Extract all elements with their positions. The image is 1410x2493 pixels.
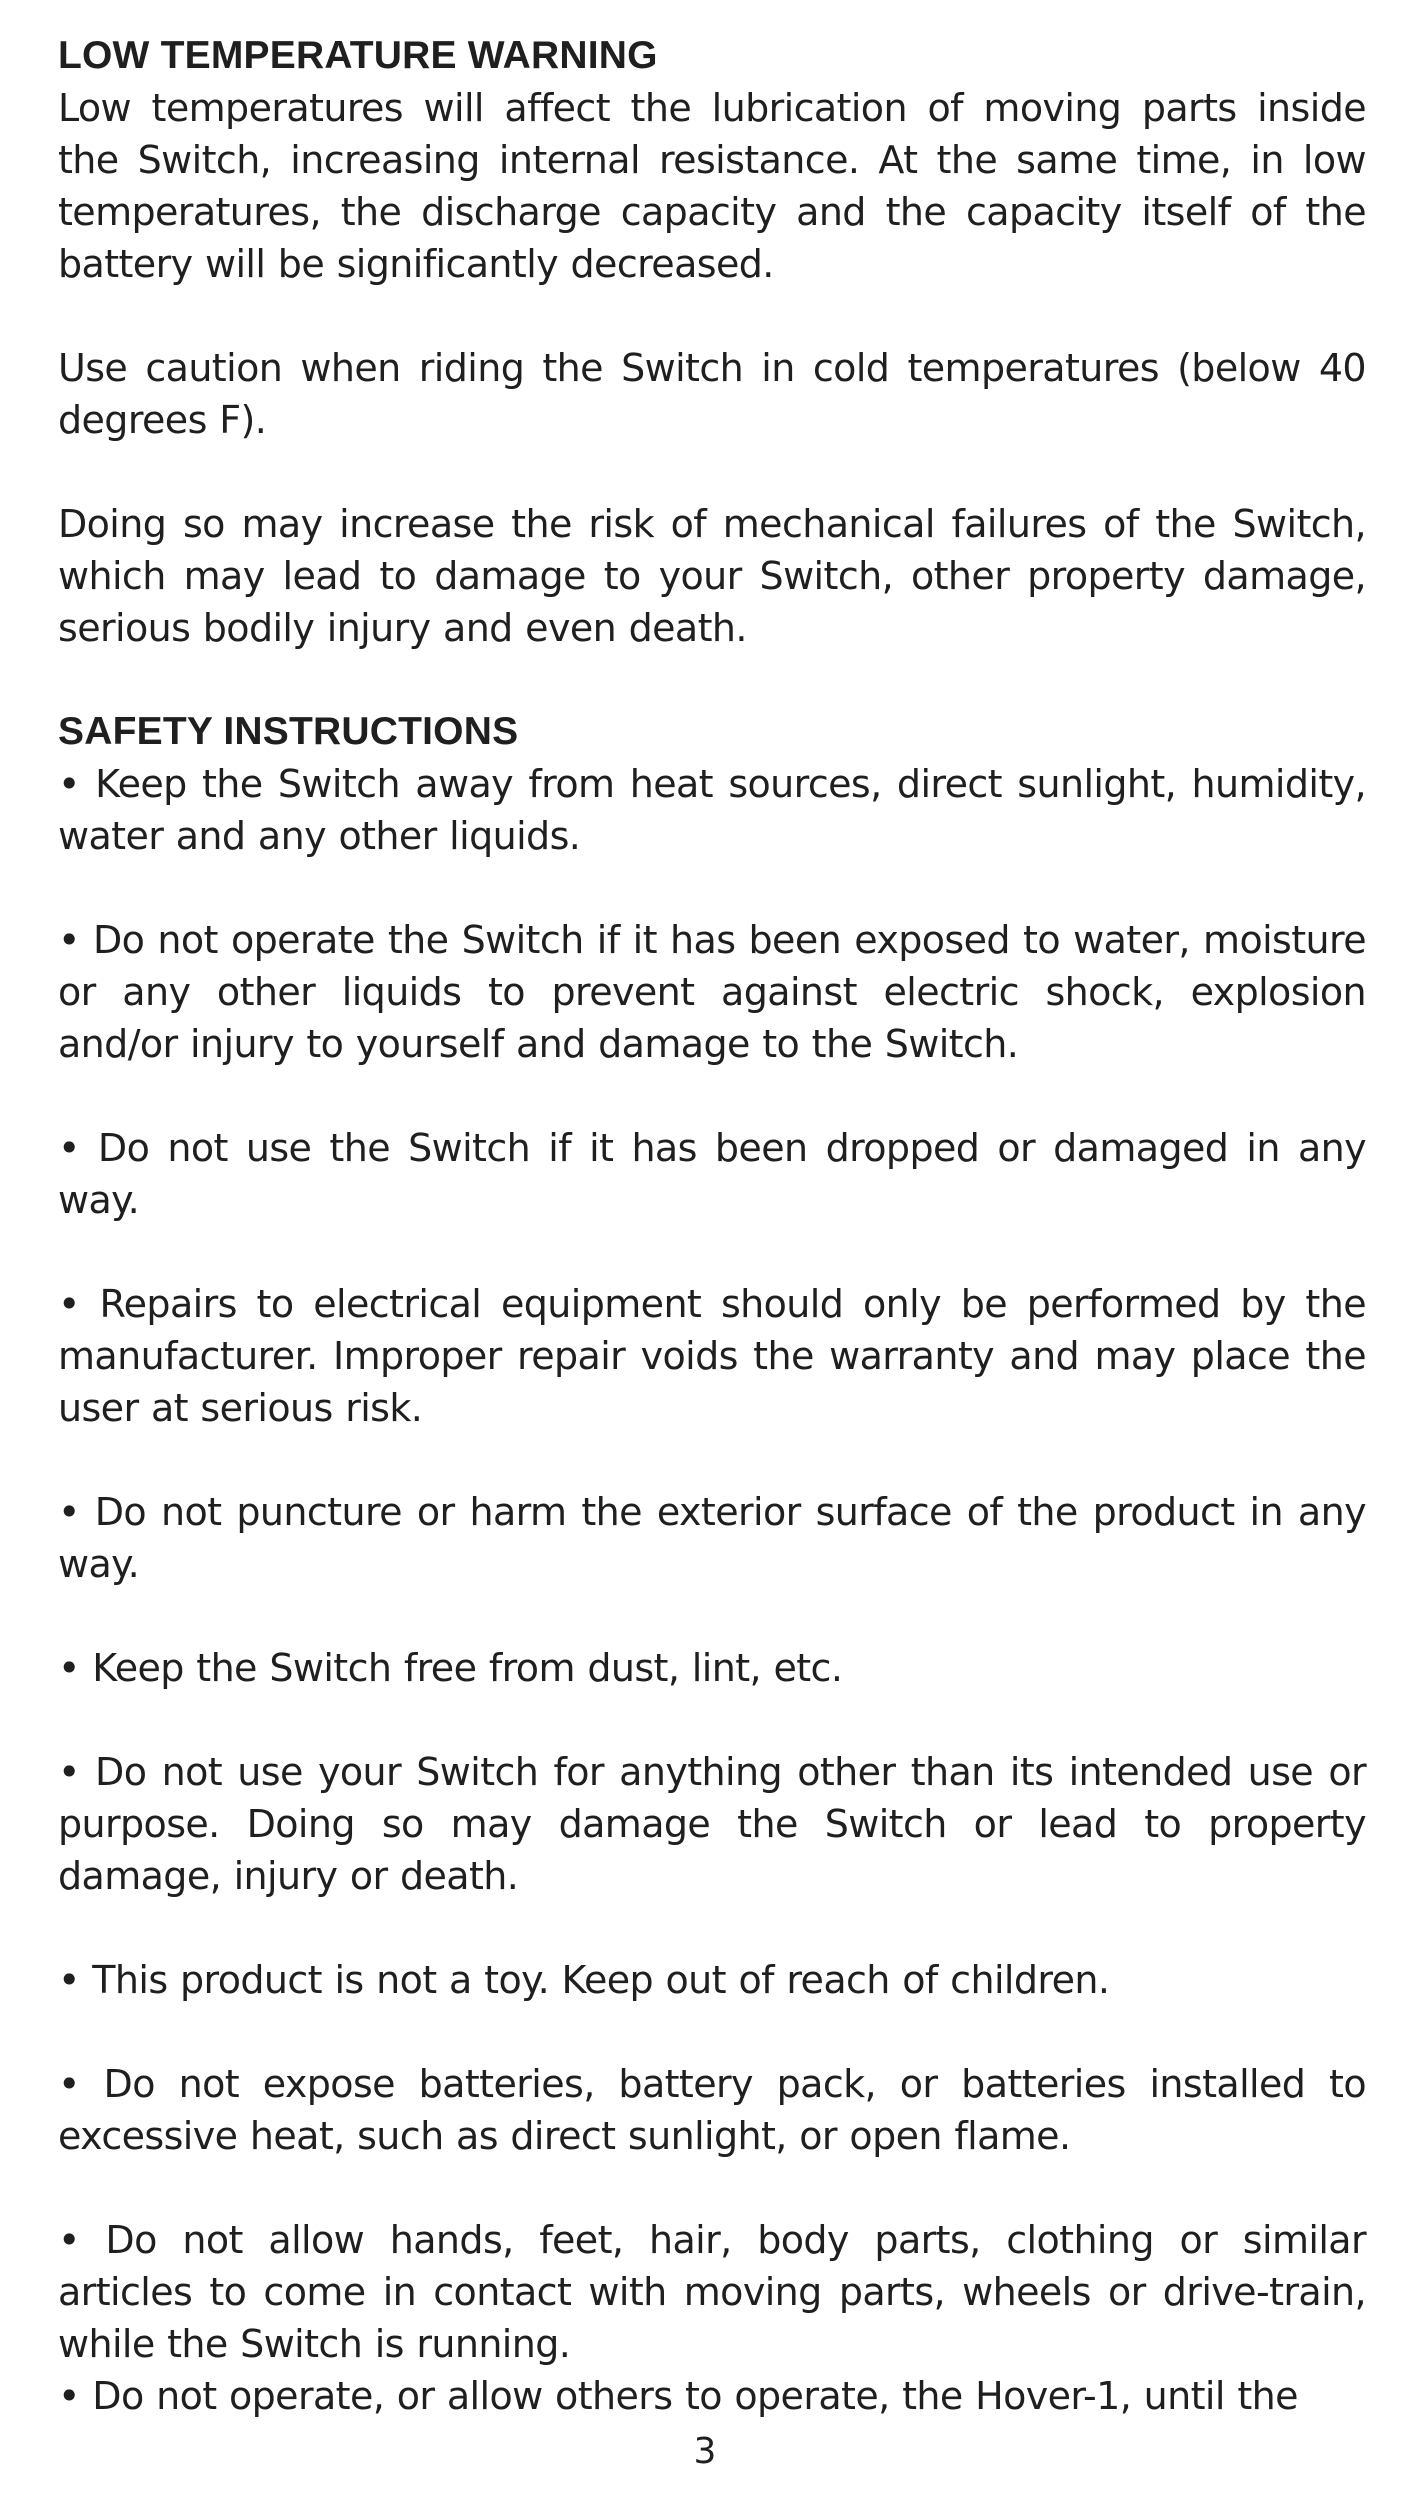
low-temp-paragraph-2: Use caution when riding the Switch in cold temperatures (below 40 degrees F).: [58, 346, 1366, 442]
page-number: 3: [693, 2431, 717, 2472]
safety-item: • This product is not a toy. Keep out of reach of children.: [58, 1958, 1110, 2002]
safety-item: • Do not use the Switch if it has been dropped or damaged in any way.: [58, 1126, 1366, 1222]
safety-item: • Do not operate, or allow others to operate, the Hover-1, until the: [58, 2374, 1298, 2418]
safety-item: • Do not operate the Switch if it has been exposed to water, moisture or any other liquids to prevent against electric shock, explosion and/or injury to yourself and damage to the Switch.: [58, 918, 1366, 1066]
low-temp-paragraph-3: Doing so may increase the risk of mechanical failures of the Switch, which may lead to damage to your Switch, other property damage, serious bodily injury and even death.: [58, 502, 1366, 650]
low-temperature-warning-heading: LOW TEMPERATURE WARNING: [58, 34, 658, 77]
safety-item: • Do not use your Switch for anything other than its intended use or purpose. Doing so may damage the Switch or lead to property damage, injury or death.: [58, 1750, 1366, 1898]
safety-item: • Do not allow hands, feet, hair, body parts, clothing or similar articles to come in contact with moving parts, wheels or drive-train, while the Switch is running.: [58, 2218, 1366, 2366]
low-temp-paragraph-1: Low temperatures will affect the lubrication of moving parts inside the Switch, increasing internal resistance. At the same time, in low temperatures, the discharge capacity and the capacity itself of the battery will be significantly decreased.: [58, 86, 1366, 286]
safety-item: • Do not puncture or harm the exterior surface of the product in any way.: [58, 1490, 1366, 1586]
safety-item: • Do not expose batteries, battery pack, or batteries installed to excessive heat, such as direct sunlight, or open flame.: [58, 2062, 1366, 2158]
safety-instructions-heading: SAFETY INSTRUCTIONS: [58, 710, 519, 753]
safety-item: • Keep the Switch away from heat sources, direct sunlight, humidity, water and any other liquids.: [58, 762, 1366, 858]
document-page: [58, 30, 1366, 2422]
safety-item: • Keep the Switch free from dust, lint, etc.: [58, 1646, 843, 1690]
safety-item: • Repairs to electrical equipment should only be performed by the manufacturer. Improper repair voids the warranty and may place the user at serious risk.: [58, 1282, 1366, 1430]
